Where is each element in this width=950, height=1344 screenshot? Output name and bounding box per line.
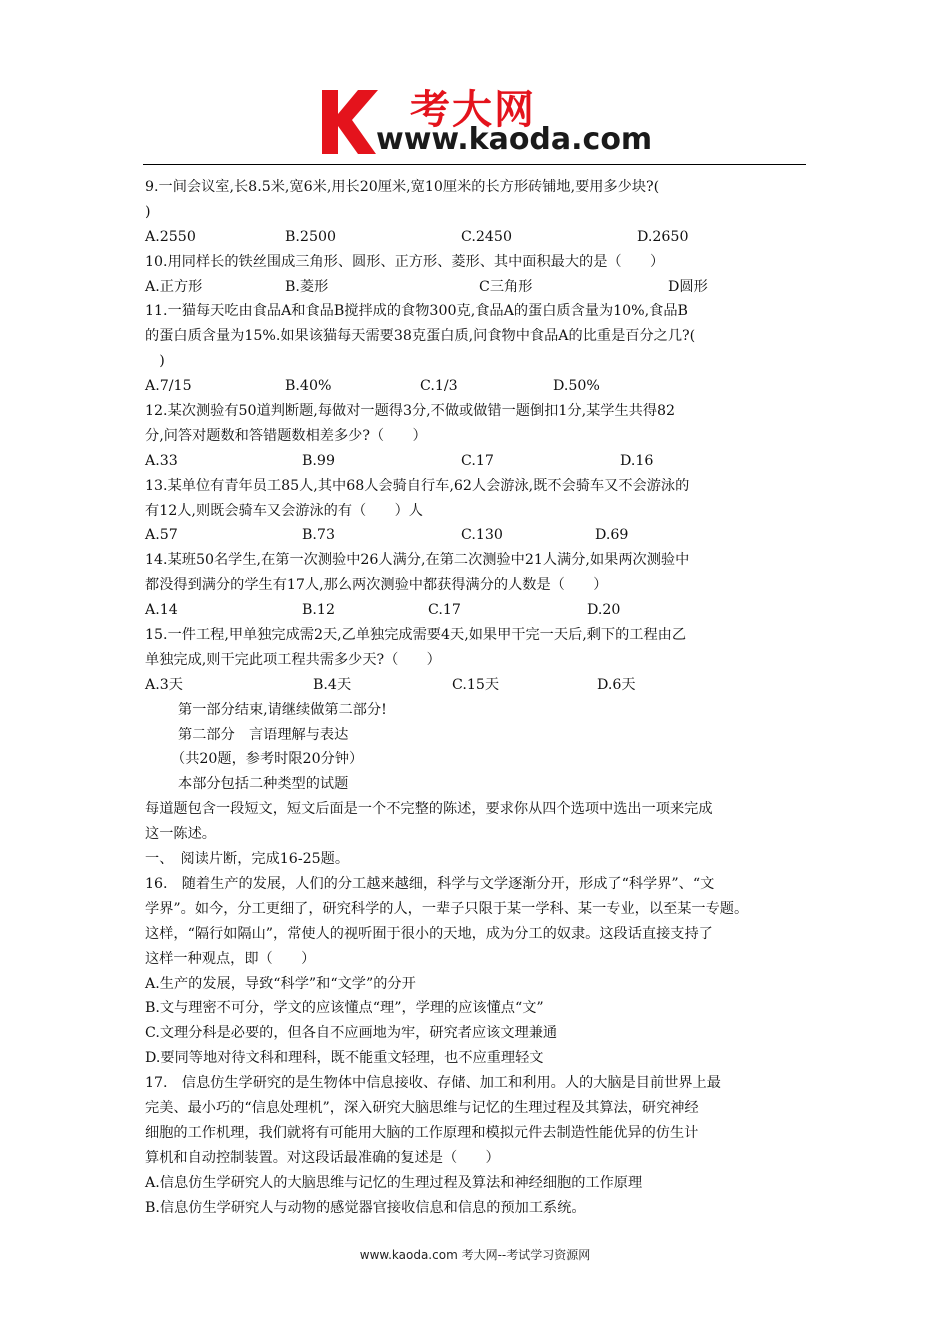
text-line: 10.用同样长的铁丝围成三角形、圆形、正方形、菱形、其中面积最大的是（ ） (145, 253, 665, 270)
text-line: 9.一间会议室,长8.5米,宽6米,用长20厘米,宽10厘米的长方形砖铺地,要用多少块?( (145, 179, 660, 195)
options-row-q9 (145, 225, 810, 250)
options-row-q14 (145, 598, 810, 623)
logo-chinese-text: 考大网 (410, 87, 536, 133)
option: A.正方形 (145, 278, 203, 295)
text-line: ) (145, 203, 151, 220)
option: A.2550 (145, 228, 196, 245)
options-row-q15 (145, 673, 810, 698)
text-line: 16. 随着生产的发展，人们的分工越来越细，科学与文学逐渐分开，形成了“科学界”、“文 (145, 875, 715, 892)
text-line: 这样，“隔行如隔山”，常使人的视听囿于很小的天地，成为分工的奴隶。这段话直接支持了 (145, 925, 713, 942)
option-line: B.信息仿生学研究人与动物的感觉器官接收信息和信息的预加工系统。 (145, 1199, 586, 1216)
option: C.15天 (452, 676, 500, 693)
text-line: 每道题包含一段短文，短文后面是一个不完整的陈述，要求你从四个选项中选出一项来完成 (145, 801, 713, 818)
option-line: D.要同等地对待文科和理科，既不能重文轻理，也不应重理轻文 (145, 1050, 544, 1067)
text-line: 这一陈述。 (145, 826, 216, 843)
option: A.33 (145, 452, 178, 469)
option: D.20 (587, 602, 621, 619)
option: A.14 (145, 602, 178, 619)
text-line: 学界”。如今，分工更细了，研究科学的人，一辈子只限于某一学科、某一专业，以至某一专题。 (145, 900, 749, 917)
option: B.4天 (313, 676, 352, 693)
option-line: A.生产的发展，导致“科学”和“文学”的分开 (145, 975, 416, 992)
option: D.2650 (637, 228, 689, 245)
option: B.2500 (285, 228, 337, 245)
text-line: 13.某单位有青年员工85人,其中68人会骑自行车,62人会游泳,既不会骑车又不会游泳的 (145, 477, 690, 494)
text-line: 15.一件工程,甲单独完成需2天,乙单独完成需要4天,如果甲干完一天后,剩下的工程由乙 (145, 627, 687, 644)
option: B.73 (302, 527, 335, 544)
header-divider (143, 164, 806, 165)
options-row-q11 (145, 374, 810, 399)
text-line: 分,问答对题数和答错题数相差多少?（ ） (145, 427, 427, 444)
part-heading: 一、 阅读片断，完成16-25题。 (145, 851, 350, 868)
text-line: 17. 信息仿生学研究的是生物体中信息接收、存储、加工和利用。人的大脑是目前世界上最 (145, 1075, 721, 1092)
option: D.50% (553, 378, 600, 395)
option: C.2450 (461, 228, 512, 245)
option: C三角形 (479, 278, 533, 295)
kaoda-logo (318, 84, 653, 160)
option-line: A.信息仿生学研究人的大脑思维与记忆的生理过程及算法和神经细胞的工作原理 (145, 1174, 643, 1191)
text-line: 14.某班50名学生,在第一次测验中26人满分,在第二次测验中21人满分,如果两次测验中 (145, 552, 690, 569)
option-line: B.文与理密不可分，学文的应该懂点“理”，学理的应该懂点“文” (145, 1000, 544, 1017)
option: B.菱形 (285, 278, 329, 295)
text-line: 细胞的工作机理，我们就将有可能用大脑的工作原理和模拟元件去制造性能优异的仿生计 (145, 1124, 699, 1141)
option: A.57 (145, 527, 178, 544)
option: B.12 (302, 602, 335, 619)
section-subtitle: （共20题，参考时限20分钟） (171, 751, 364, 768)
option: D圆形 (668, 278, 708, 295)
logo-url-text: www.kaoda.com (376, 122, 653, 157)
option: D.6天 (597, 676, 636, 693)
options-row-q10 (145, 275, 810, 300)
options-row-q13 (145, 523, 810, 548)
text-line: ) (145, 353, 165, 370)
text-line: 11.一猫每天吃由食品A和食品B搅拌成的食物300克,食品A的蛋白质含量为10%,食品B (145, 303, 688, 320)
option: A.3天 (145, 676, 183, 693)
option: B.99 (302, 452, 335, 469)
text-line: 的蛋白质含量为15%.如果该猫每天需要38克蛋白质,问食物中食品A的比重是百分之几?( (145, 328, 696, 345)
option: C.1/3 (420, 378, 458, 395)
option: D.69 (595, 527, 629, 544)
text-line: 单独完成,则干完此项工程共需多少天?（ ） (145, 651, 441, 668)
option: B.40% (285, 378, 332, 395)
section-end-note: 第一部分结束,请继续做第二部分! (178, 701, 387, 718)
text-line: 算机和自动控制装置。对这段话最准确的复述是（ ） (145, 1149, 500, 1166)
options-row-q12 (145, 449, 810, 474)
text-line: 这样一种观点，即（ ） (145, 950, 316, 967)
option-line: C.文理分科是必要的，但各自不应画地为牢，研究者应该文理兼通 (145, 1025, 558, 1042)
text-line: 完美、最小巧的“信息处理机”，深入研究大脑思维与记忆的生理过程及其算法，研究神经 (145, 1099, 699, 1116)
option: D.16 (620, 452, 654, 469)
option: C.130 (461, 527, 503, 544)
option: C.17 (428, 602, 461, 619)
section-title: 第二部分 言语理解与表达 (178, 726, 349, 743)
page-footer: www.kaoda.com 考大网--考试学习资源网 (359, 1248, 591, 1262)
section-intro: 本部分包括二种类型的试题 (178, 776, 349, 793)
text-line: 12.某次测验有50道判断题,每做对一题得3分,不做或做错一题倒扣1分,某学生共得82 (145, 403, 676, 420)
option: C.17 (461, 452, 494, 469)
option: A.7/15 (145, 378, 192, 395)
text-line: 都没得到满分的学生有17人,那么两次测验中都获得满分的人数是（ ） (145, 577, 608, 594)
exam-content (145, 175, 810, 1220)
text-line: 有12人,则既会骑车又会游泳的有（ ）人 (145, 502, 423, 519)
